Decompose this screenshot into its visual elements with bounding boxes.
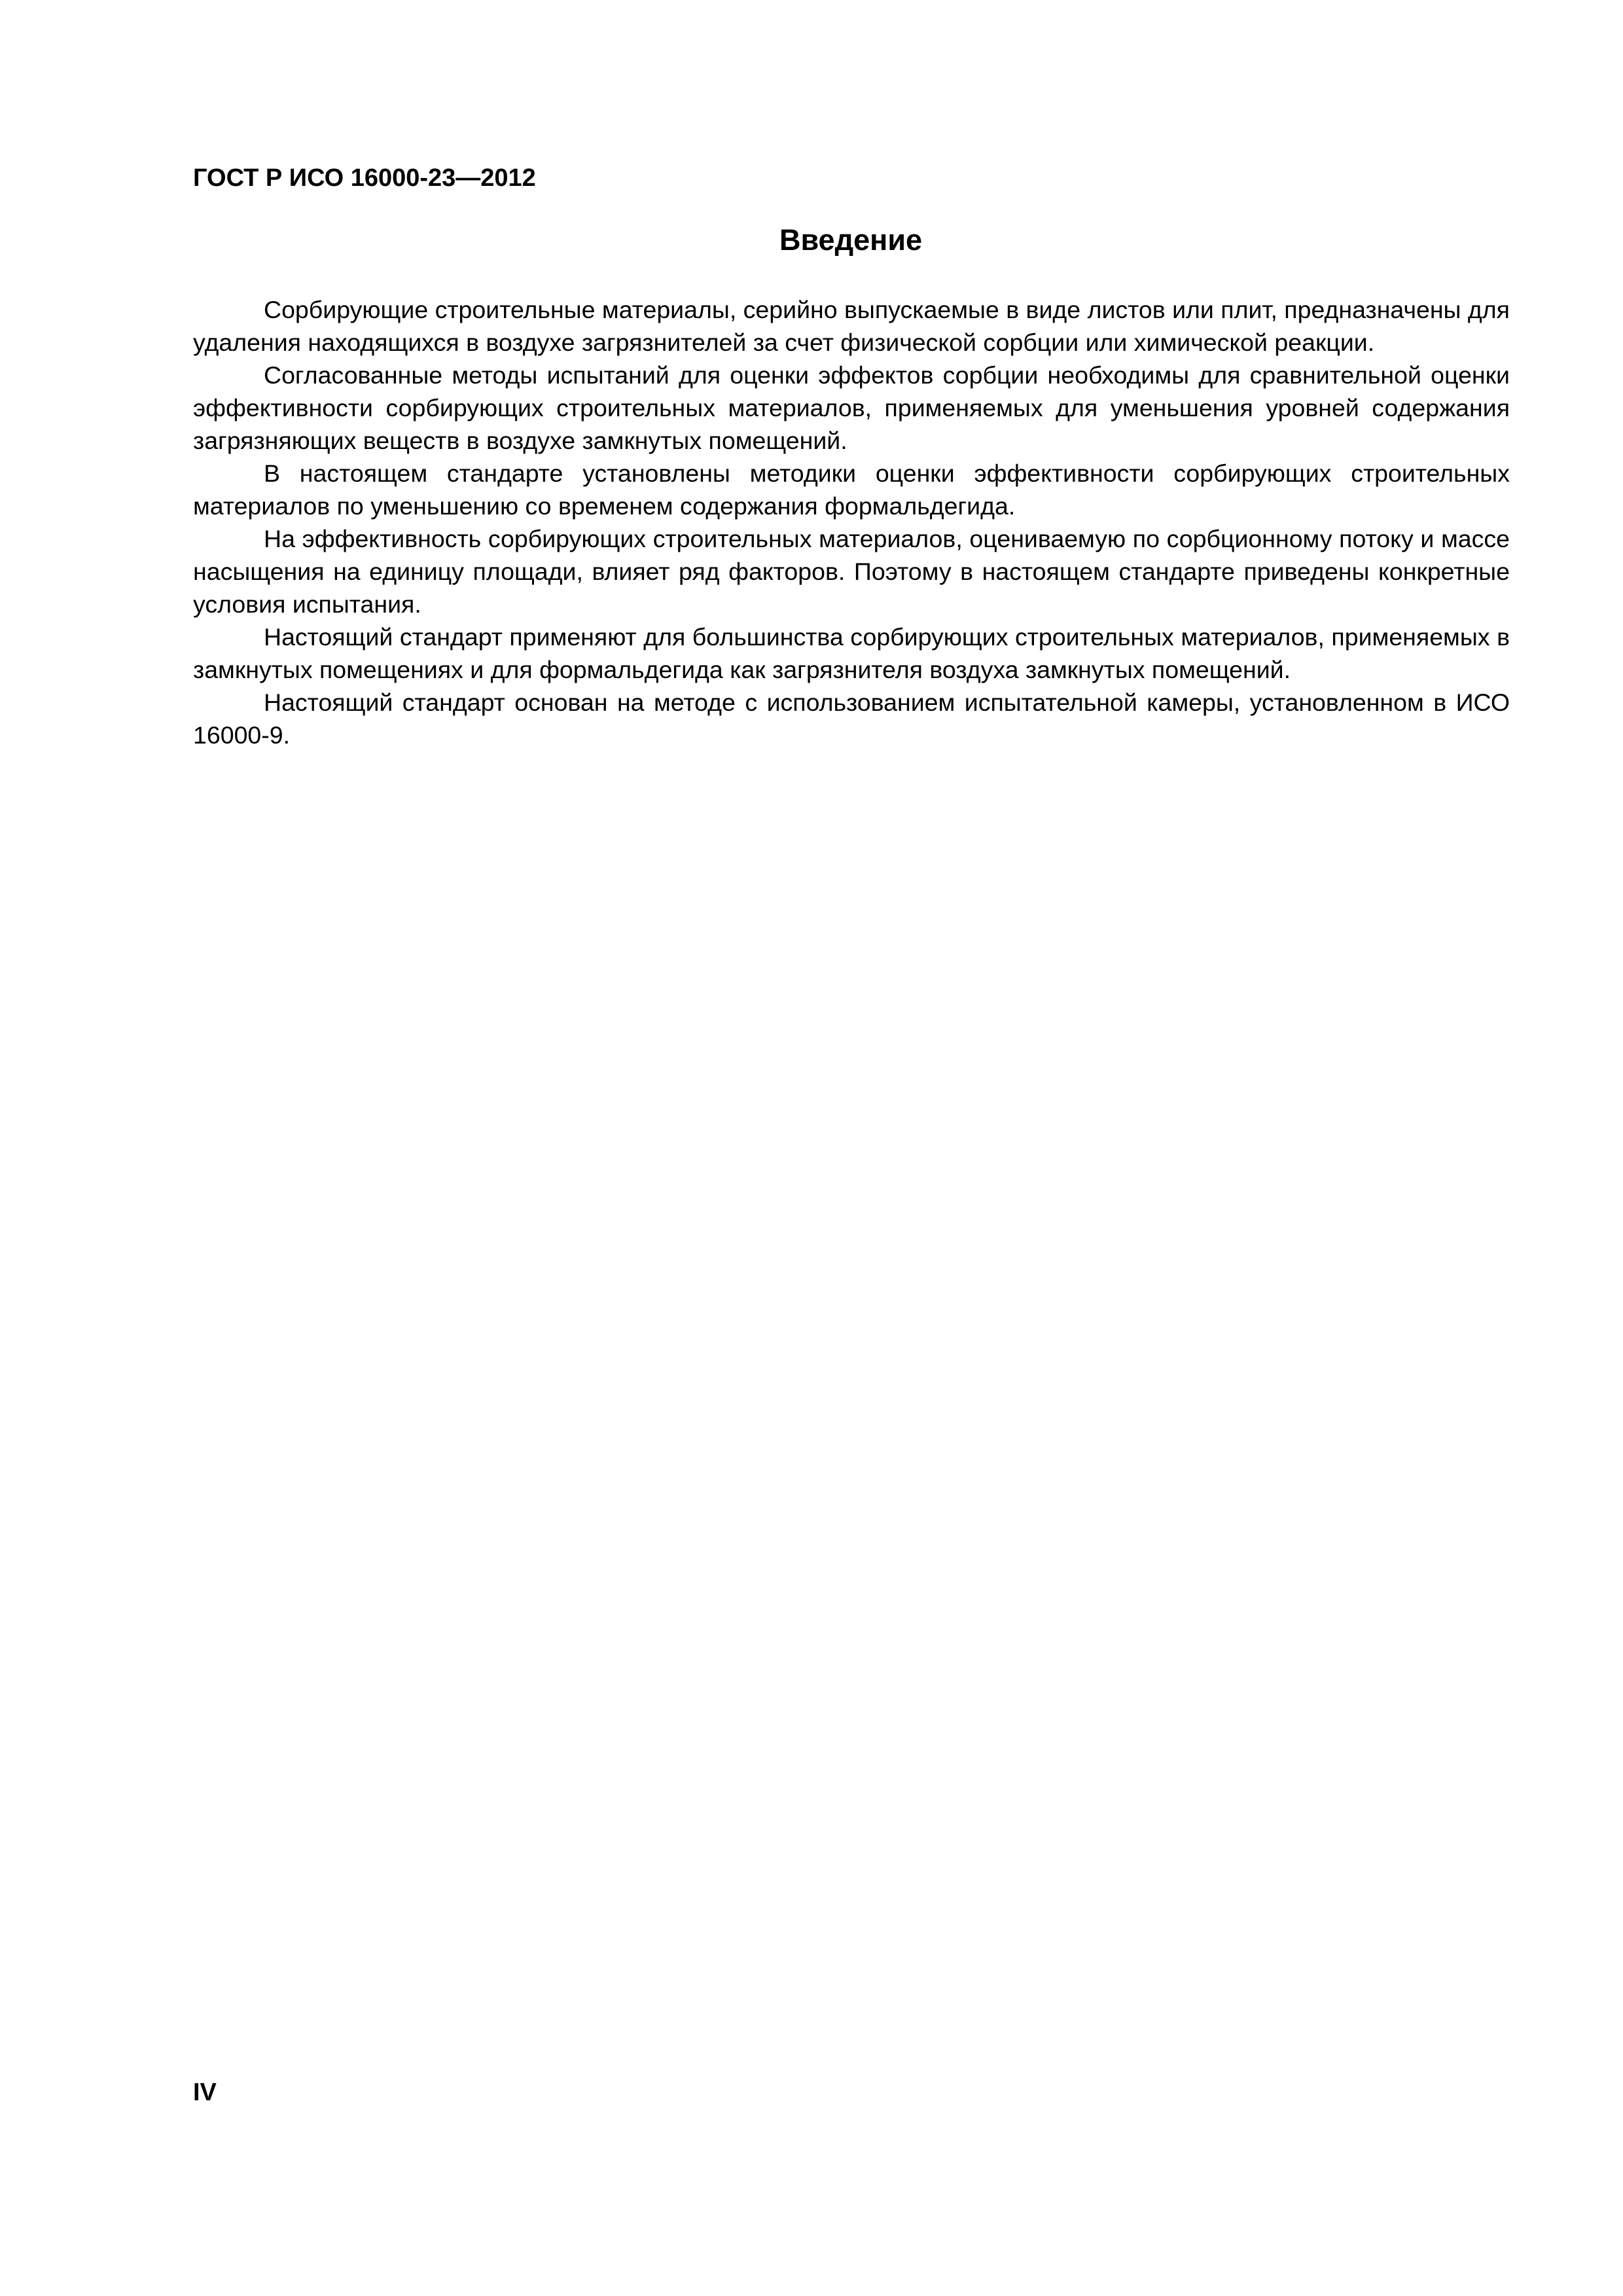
- paragraph: Сорбирующие строительные материалы, серийно выпускаемые в виде листов или плит, предназначены для удаления находящихся в воздухе загрязнителей за счет физической сорбции или химической реакции.: [193, 296, 1510, 356]
- document-header: ГОСТ Р ИСО 16000-23—2012: [193, 164, 536, 192]
- paragraph: В настоящем стандарте установлены методики оценки эффективности сорбирующих строительных материалов по уменьшению со временем содержания формальдегида.: [193, 459, 1510, 520]
- section-title: Введение: [779, 223, 923, 257]
- page-number: IV: [193, 2079, 217, 2106]
- paragraph: Настоящий стандарт основан на методе с использованием испытательной камеры, установленном в ИСО 16000-9.: [193, 689, 1510, 749]
- body-text: [193, 293, 1510, 751]
- paragraph: Согласованные методы испытаний для оценки эффектов сорбции необходимы для сравнительной оценки эффективности сорбирующих строительных материалов, применяемых для уменьшения уровней содержания загрязняющих веществ в воздухе замкнутых помещений.: [193, 361, 1510, 454]
- paragraph: Настоящий стандарт применяют для большинства сорбирующих строительных материалов, применяемых в замкнутых помещениях и для формальдегида как загрязнителя воздуха замкнутых помещений.: [193, 623, 1510, 683]
- paragraph: На эффективность сорбирующих строительных материалов, оцениваемую по сорбционному потоку и массе насыщения на единицу площади, влияет ряд факторов. Поэтому в настоящем стандарте приведены конкретные условия испытания.: [193, 525, 1510, 618]
